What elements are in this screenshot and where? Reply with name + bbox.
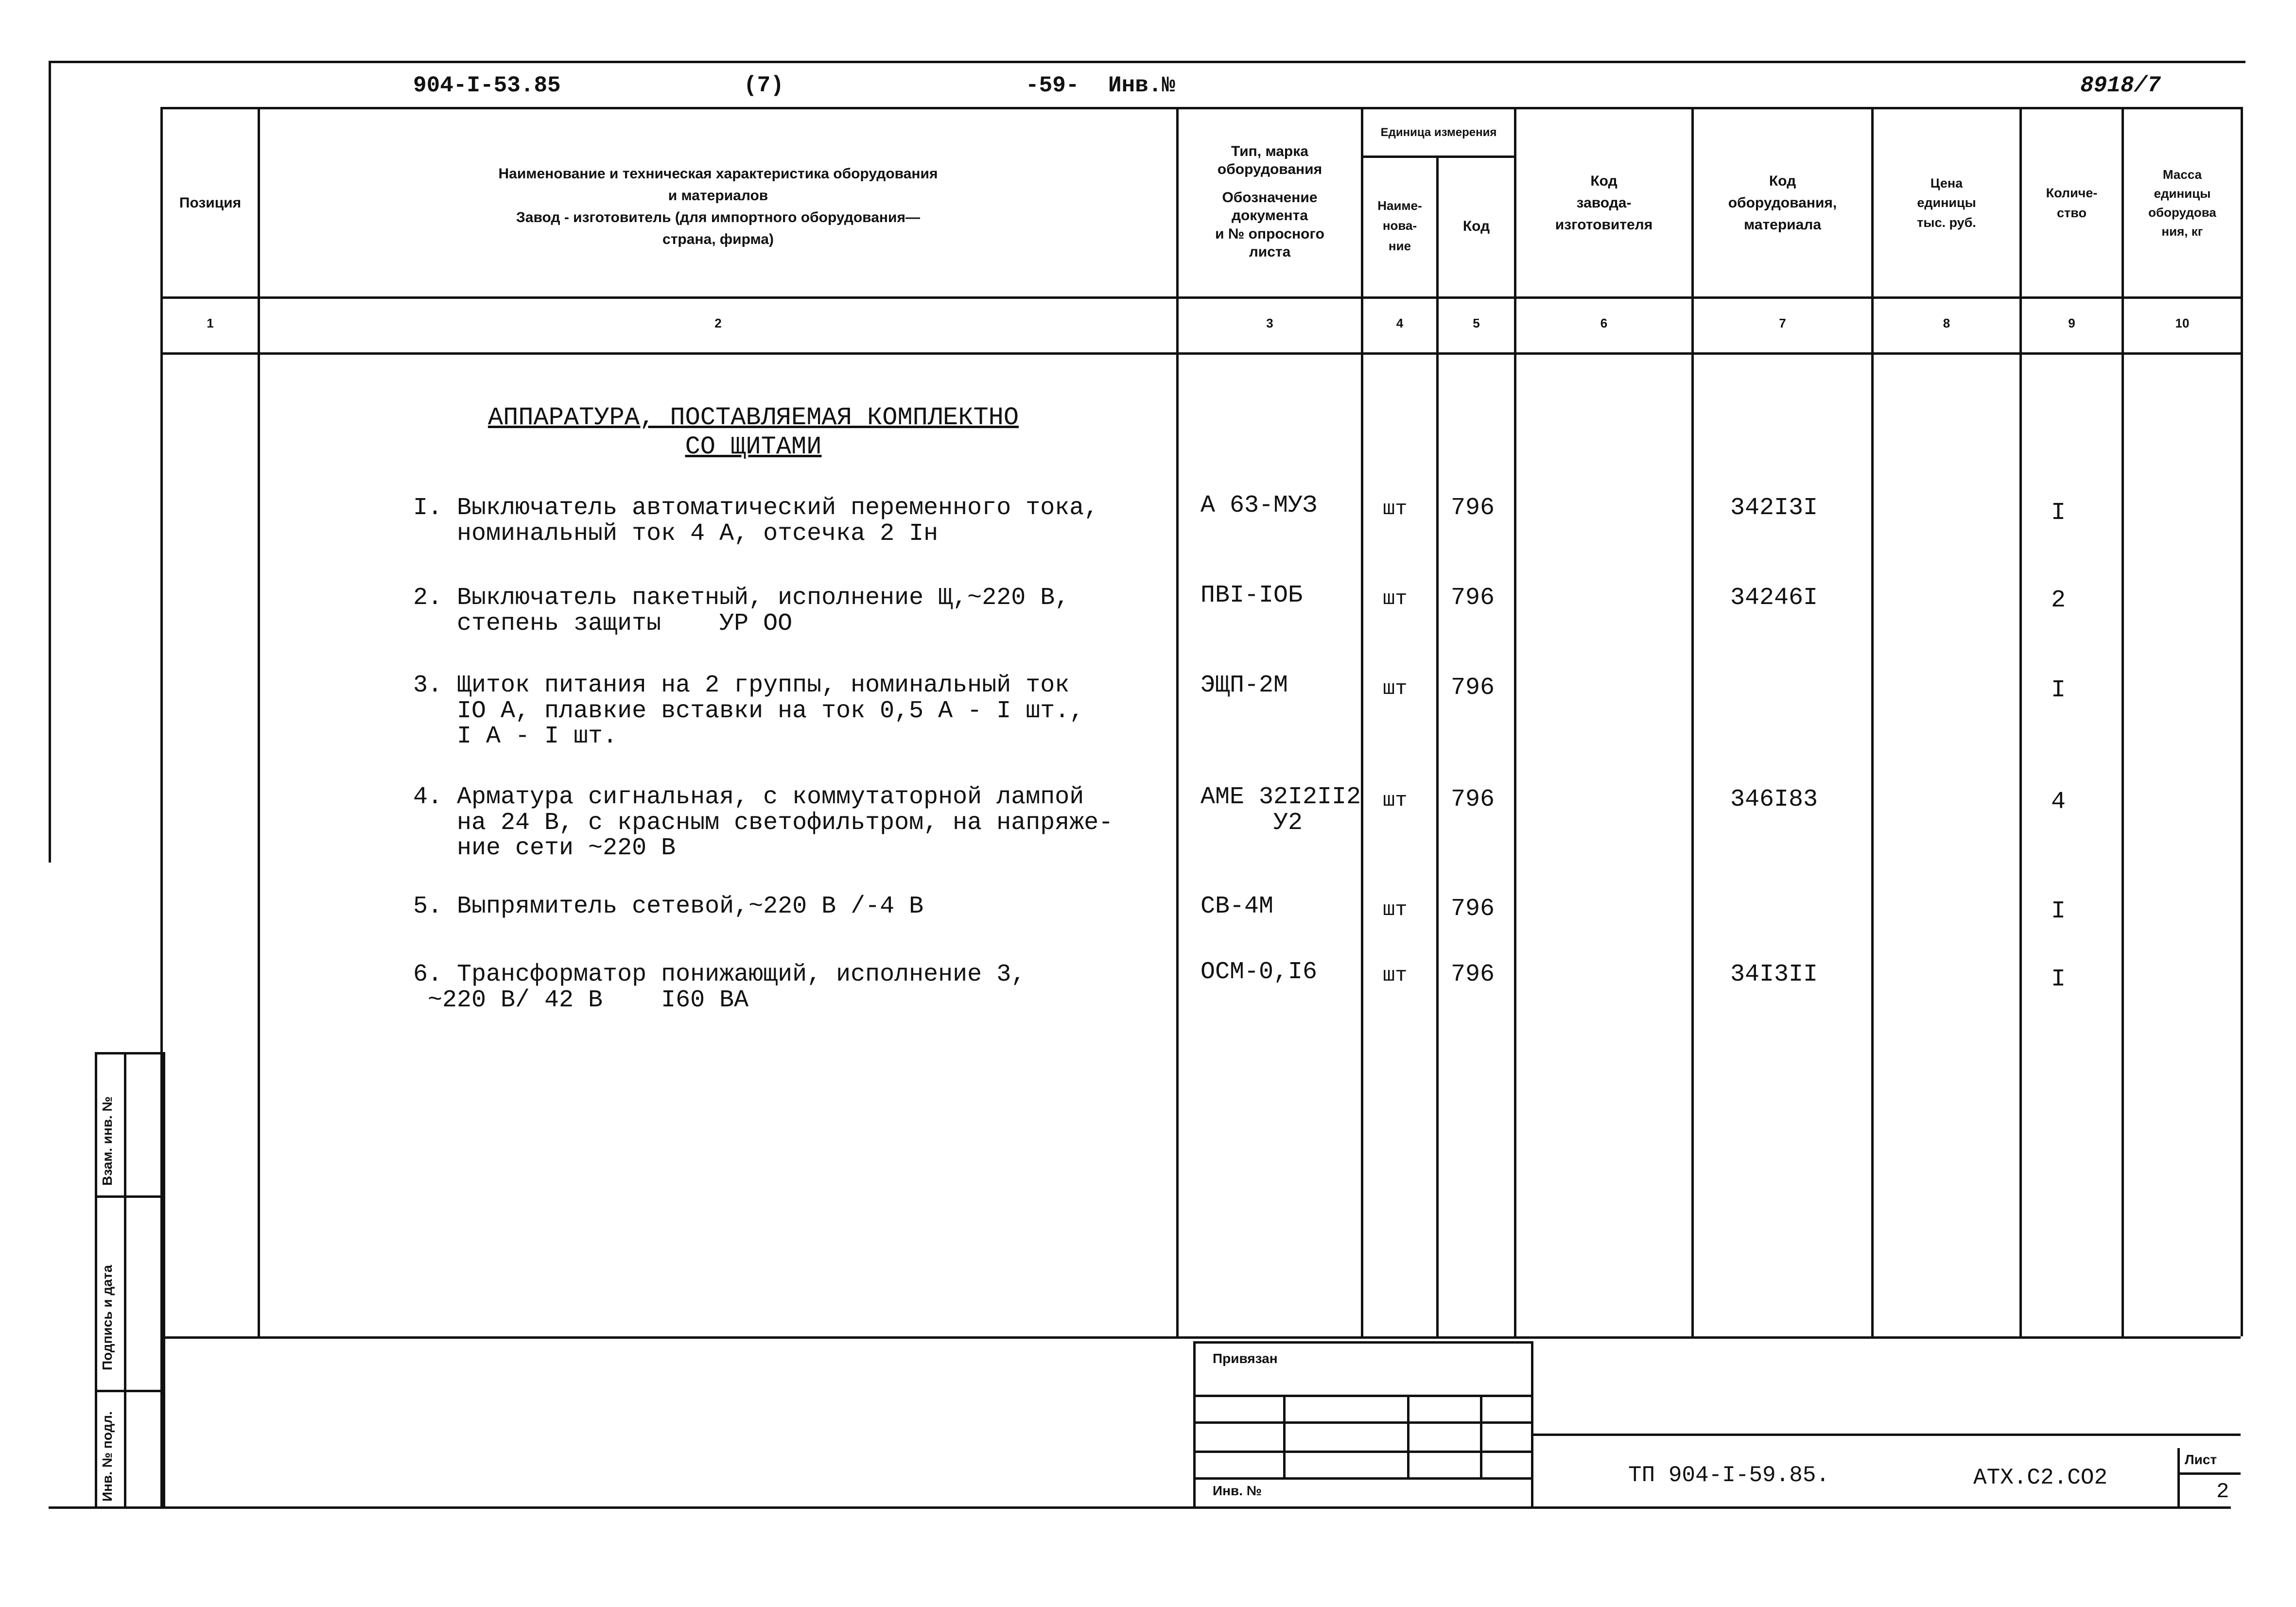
- row-type: АМЕ 32I2II2 У2: [1200, 783, 1361, 837]
- row-name: 6. Трансформатор понижающий, исполнение 3, ~220 В/ 42 В I60 ВА: [413, 961, 1026, 1014]
- row-equipment-code: 34I3II: [1730, 961, 1818, 988]
- title-mark: АТХ.С2.СО2: [1973, 1465, 2108, 1490]
- bottom-border: [49, 1506, 2231, 1509]
- side-stamp-inner-line: [124, 1052, 126, 1509]
- row-type: А 63-МУЗ: [1200, 492, 1318, 519]
- row-equipment-code: 346I83: [1730, 786, 1818, 813]
- row-qty: I: [2051, 966, 2066, 993]
- attach-vline-3: [1480, 1395, 1482, 1477]
- col-number-8: 8: [1943, 316, 1950, 330]
- row-equipment-code: 342I3I: [1730, 494, 1818, 522]
- doc-code: 904-I-53.85: [413, 73, 561, 98]
- header-mass: Масса единицы оборудова ния, кг: [2148, 167, 2216, 239]
- col-number-1: 1: [207, 316, 214, 330]
- row-type: ОСМ-0,I6: [1200, 958, 1318, 986]
- header-equipment-code: Код оборудования, материала: [1728, 173, 1837, 233]
- row-unit-code: 796: [1451, 961, 1495, 988]
- row-name: I. Выключатель автоматический переменного тока, номинальный ток 4 А, отсечка 2 Iн: [413, 494, 1099, 548]
- side-stamp-divider-1: [95, 1195, 165, 1198]
- sheet-mark: (7): [744, 73, 784, 98]
- main-right-border: [2241, 107, 2243, 1336]
- row-type: ЭЩП-2М: [1200, 672, 1288, 699]
- row-qty: 4: [2051, 788, 2066, 816]
- row-unit-code: 796: [1451, 584, 1495, 612]
- col-line-4: [1436, 156, 1439, 1336]
- colnum-bottom-line: [160, 352, 2241, 355]
- row-name: 5. Выпрямитель сетевой,~220 В /-4 В: [413, 893, 924, 920]
- header-position: Позиция: [179, 195, 242, 211]
- page-number: -59-: [1026, 73, 1079, 98]
- row-unit: шт: [1383, 497, 1408, 520]
- title-doc-number: ТП 904-I-59.85.: [1628, 1463, 1830, 1488]
- row-unit-code: 796: [1451, 494, 1495, 522]
- row-name: 2. Выключатель пакетный, исполнение Щ,~220 В, степень защиты УР ОО: [413, 584, 1070, 638]
- row-unit-code: 796: [1451, 674, 1495, 702]
- sheet-number: 2: [2216, 1480, 2229, 1504]
- col-number-9: 9: [2068, 316, 2075, 330]
- header-type: Тип, марка оборудования Обозначение документа и № опросного листа: [1215, 143, 1324, 260]
- attach-vline-2: [1407, 1395, 1409, 1477]
- header-unit-group: Единица измерения: [1380, 125, 1497, 139]
- header-name: Наименование и техническая характеристика оборудования и материалов Завод - изготовитель (для импортного оборудования— страна, фирма): [498, 166, 938, 247]
- col-number-5: 5: [1473, 316, 1480, 330]
- col-number-3: 3: [1266, 316, 1273, 330]
- row-name: 3. Щиток питания на 2 группы, номинальный ток IО А, плавкие вставки на ток 0,5 А - I шт., I А - I шт.: [413, 672, 1084, 750]
- archive-number: 8918/7: [2080, 73, 2161, 98]
- sheet-box-line: [2177, 1448, 2180, 1506]
- title-block-line: [1533, 1434, 2241, 1436]
- col-number-2: 2: [714, 316, 722, 330]
- row-qty: 2: [2051, 587, 2066, 614]
- sheet-label: Лист: [2185, 1452, 2217, 1467]
- side-stamp-divider-2: [95, 1390, 165, 1392]
- attach-vline-1: [1283, 1395, 1286, 1477]
- side-label-original-inv: Инв. № подл.: [100, 1411, 115, 1502]
- side-label-signature: Подпись и дата: [100, 1265, 115, 1370]
- row-type: ПВI-IОБ: [1200, 582, 1303, 609]
- header-price: Цена единицы тыс. руб.: [1917, 175, 1976, 230]
- row-unit-code: 796: [1451, 895, 1495, 923]
- row-name: 4. Арматура сигнальная, с коммутаторной лампой на 24 В, с красным светофильтром, на напряже- ние сети ~220 В: [413, 783, 1113, 862]
- top-border: [49, 61, 2245, 63]
- attached-label: Привязан: [1213, 1351, 1278, 1366]
- row-qty: I: [2051, 499, 2066, 527]
- inventory-no-label: Инв. №: [1213, 1483, 1262, 1498]
- row-unit: шт: [1383, 587, 1408, 610]
- row-unit: шт: [1383, 964, 1408, 987]
- left-outer-line: [49, 61, 51, 863]
- row-unit: шт: [1383, 677, 1408, 700]
- col-number-4: 4: [1396, 316, 1404, 330]
- sheet-box-divider: [2177, 1472, 2241, 1475]
- col-line-2: [1176, 107, 1179, 1336]
- side-label-replacement: Взам. инв. №: [100, 1096, 115, 1186]
- row-unit: шт: [1383, 789, 1408, 812]
- header-bottom-line: [160, 296, 2241, 299]
- row-unit: шт: [1383, 898, 1408, 921]
- header-qty: Количе- ство: [2046, 186, 2098, 220]
- row-type: СВ-4М: [1200, 893, 1274, 920]
- row-qty: I: [2051, 676, 2066, 704]
- col-line-1: [258, 107, 260, 1336]
- row-qty: I: [2051, 898, 2066, 925]
- inventory-label: Инв.№: [1108, 73, 1176, 98]
- attach-line-4: [1196, 1477, 1531, 1480]
- header-unit-code: Код: [1462, 218, 1490, 234]
- col-number-7: 7: [1779, 316, 1786, 330]
- col-number-6: 6: [1600, 316, 1608, 330]
- row-unit-code: 796: [1451, 786, 1495, 813]
- header-unit-name: Наиме- нова- ние: [1377, 198, 1422, 253]
- stamp-top-line: [160, 1336, 2241, 1339]
- row-equipment-code: 34246I: [1730, 584, 1818, 612]
- section-title: АППАРАТУРА, ПОСТАВЛЯЕМАЯ КОМПЛЕКТНО СО ЩИТАМИ: [487, 403, 1019, 461]
- col-number-10: 10: [2175, 316, 2190, 330]
- header-factory-code: Код завода- изготовителя: [1555, 173, 1653, 233]
